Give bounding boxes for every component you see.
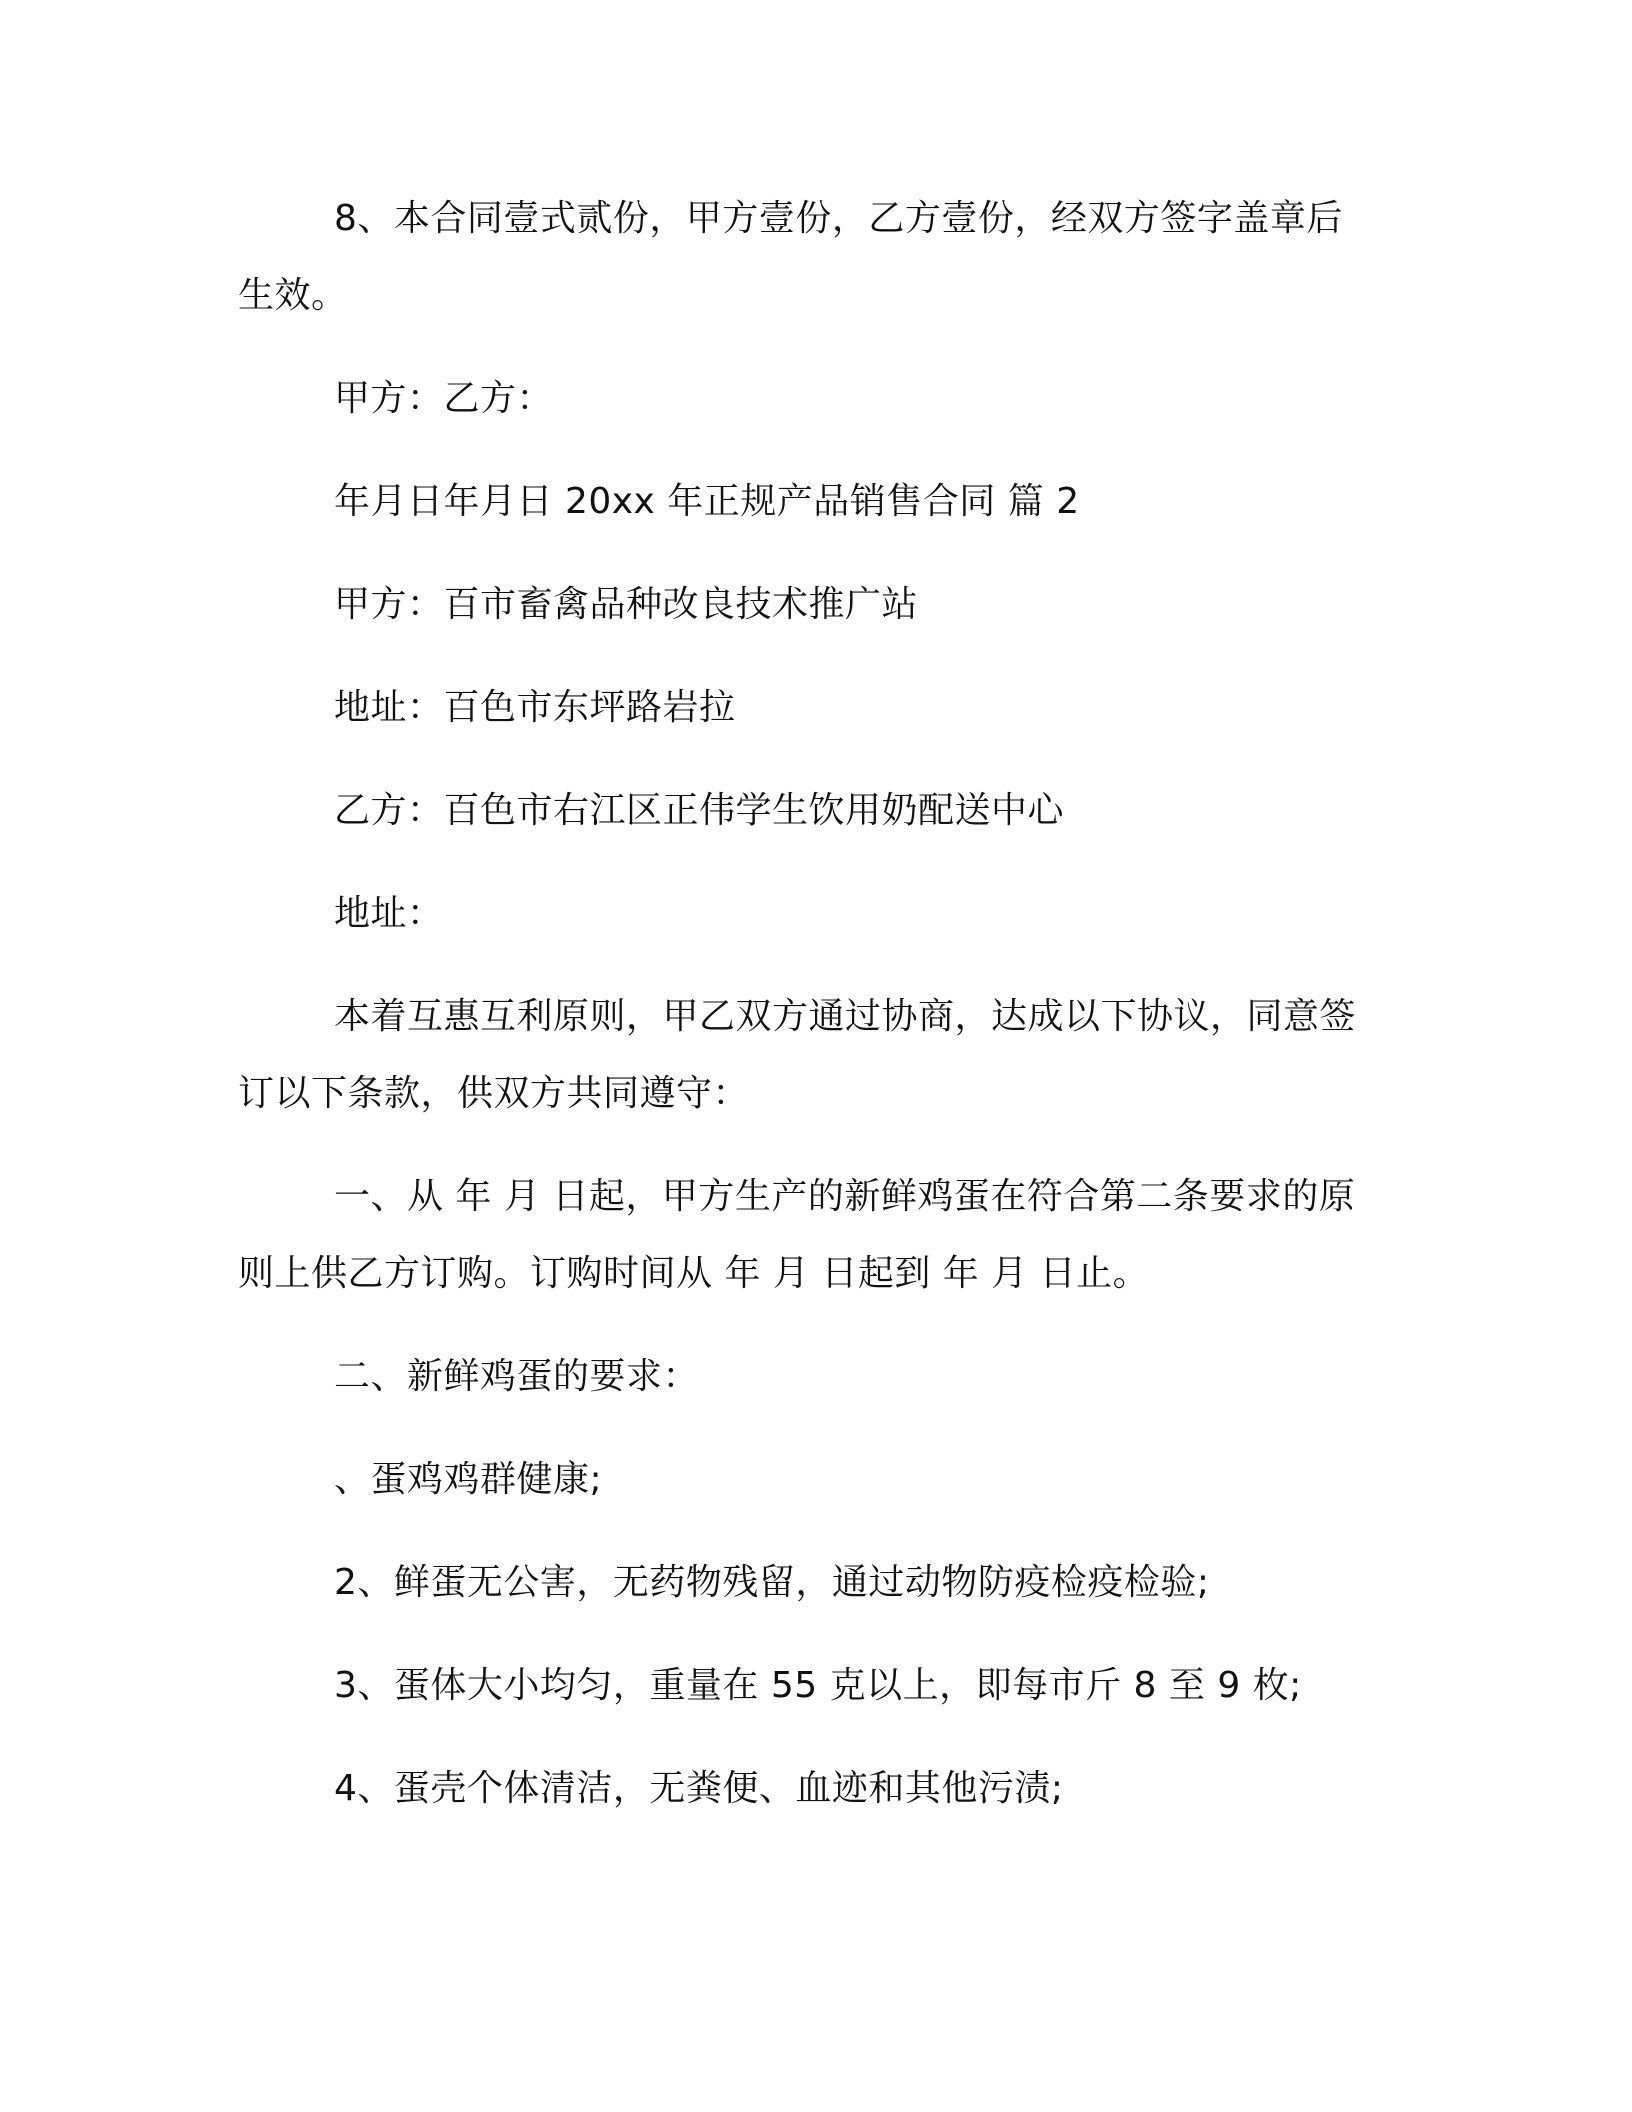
- article-2-heading: 二、新鲜鸡蛋的要求：: [334, 1356, 700, 1397]
- agreement-preamble: 本着互惠互利原则，甲乙双方通过协商，达成以下协议，同意签订以下条款，供双方共同遵守：: [238, 996, 1357, 1114]
- requirement-item-1: 、蛋鸡鸡群健康;: [334, 1459, 603, 1500]
- requirement-item-2: 2、鲜蛋无公害，无药物残留，通过动物防疫检疫检验;: [334, 1562, 1210, 1603]
- date-and-contract-title: 年月日年月日 20xx 年正规产品销售合同 篇 2: [334, 481, 1080, 522]
- requirement-item-3: 3、蛋体大小均匀，重量在 55 克以上，即每市斤 8 至 9 枚;: [334, 1665, 1302, 1706]
- party-b-address: 地址：: [334, 893, 444, 934]
- party-a-address: 地址：百色市东坪路岩拉: [334, 687, 736, 728]
- article-1-paragraph: 一、从 年 月 日起，甲方生产的新鲜鸡蛋在符合第二条要求的原则上供乙方订购。订购时间从 年 月 日起到 年 月 日止。: [238, 1176, 1356, 1294]
- party-a-name: 甲方：百市畜禽品种改良技术推广站: [334, 584, 919, 625]
- party-b-name: 乙方：百色市右江区正伟学生饮用奶配送中心: [334, 790, 1065, 831]
- party-signature-line: 甲方：乙方：: [334, 378, 554, 419]
- clause-8-paragraph: 8、本合同壹式贰份，甲方壹份，乙方壹份，经双方签字盖章后生效。: [238, 198, 1343, 316]
- requirement-item-4: 4、蛋壳个体清洁，无粪便、血迹和其他污渍;: [334, 1768, 1064, 1809]
